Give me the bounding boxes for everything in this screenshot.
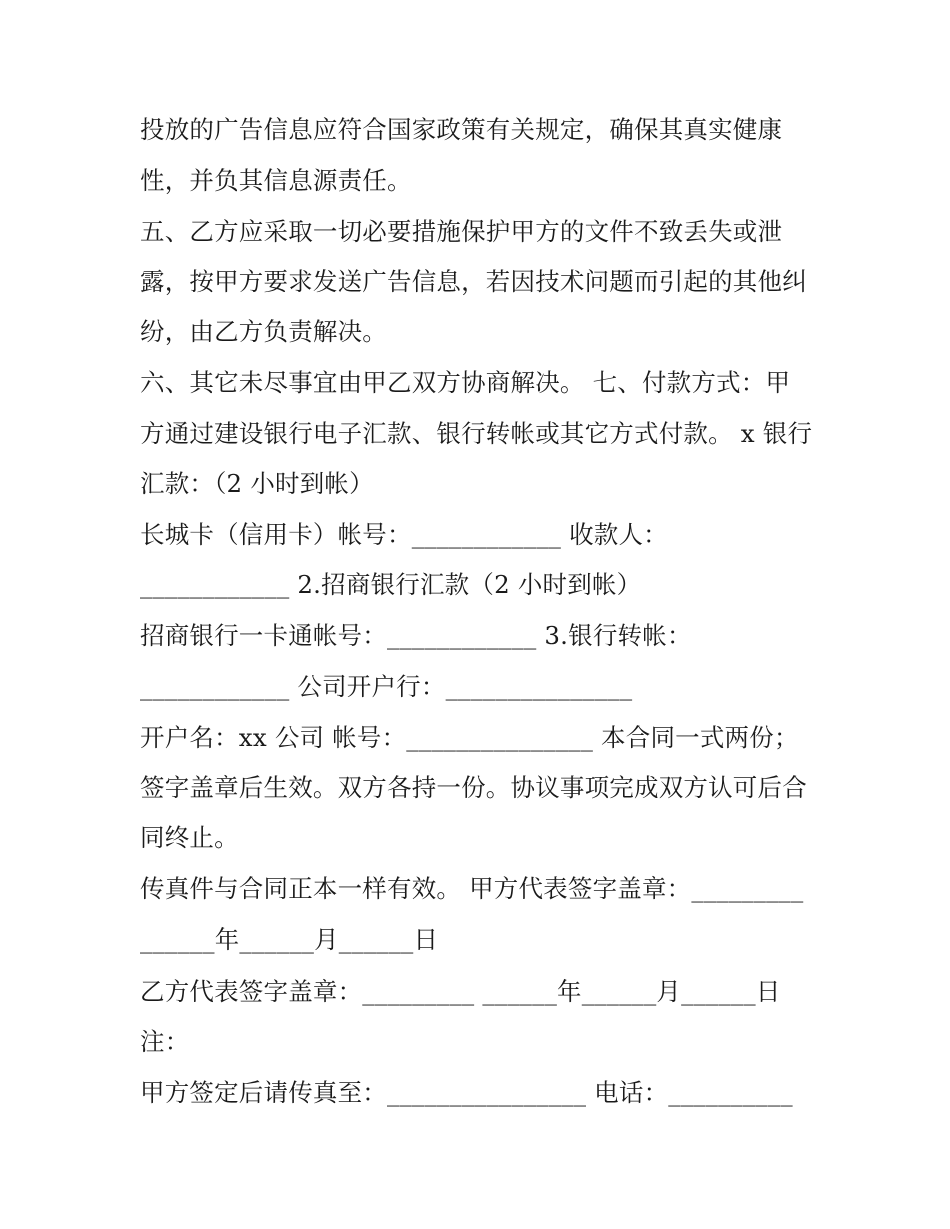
text-line: 长城卡（信用卡）帐号：____________ 收款人：	[140, 520, 668, 549]
text-line: 签字盖章后生效。双方各持一份。协议事项完成双方认可后合	[140, 773, 807, 802]
text-line: 五、乙方应采取一切必要措施保护甲方的文件不致丢失或泄	[140, 217, 783, 246]
text-line: 注：	[140, 1027, 190, 1056]
text-line: 汇款：（2 小时到帐）	[140, 469, 374, 498]
text-line: ____________ 公司开户行：_______________	[140, 672, 633, 701]
text-line: 性，并负其信息源责任。	[140, 166, 412, 195]
text-line: 招商银行一卡通帐号：____________ 3.银行转帐：	[140, 621, 692, 650]
text-line: 同终止。	[140, 823, 239, 852]
text-line: 投放的广告信息应符合国家政策有关规定，确保其真实健康	[140, 115, 783, 144]
text-line: 纷，由乙方负责解决。	[140, 317, 387, 346]
text-line: 乙方代表签字盖章：_________ ______年______月______日	[140, 977, 781, 1006]
text-line: ____________ 2.招商银行汇款（2 小时到帐）	[140, 570, 642, 599]
text-line: 甲方签定后请传真至：________________ 电话：__________	[140, 1078, 793, 1107]
text-line: ______年______月______日	[140, 925, 439, 954]
text-line: 露，按甲方要求发送广告信息，若因技术问题而引起的其他纠	[140, 267, 807, 296]
text-line: 六、其它未尽事宜由甲乙双方协商解决。 七、付款方式：甲	[140, 368, 791, 397]
text-line: 开户名：xx 公司 帐号：_______________ 本合同一式两份；	[140, 723, 799, 752]
text-line: 方通过建设银行电子汇款、银行转帐或其它方式付款。 x 银行	[140, 419, 813, 448]
text-line: 传真件与合同正本一样有效。 甲方代表签字盖章：_________	[140, 874, 804, 903]
